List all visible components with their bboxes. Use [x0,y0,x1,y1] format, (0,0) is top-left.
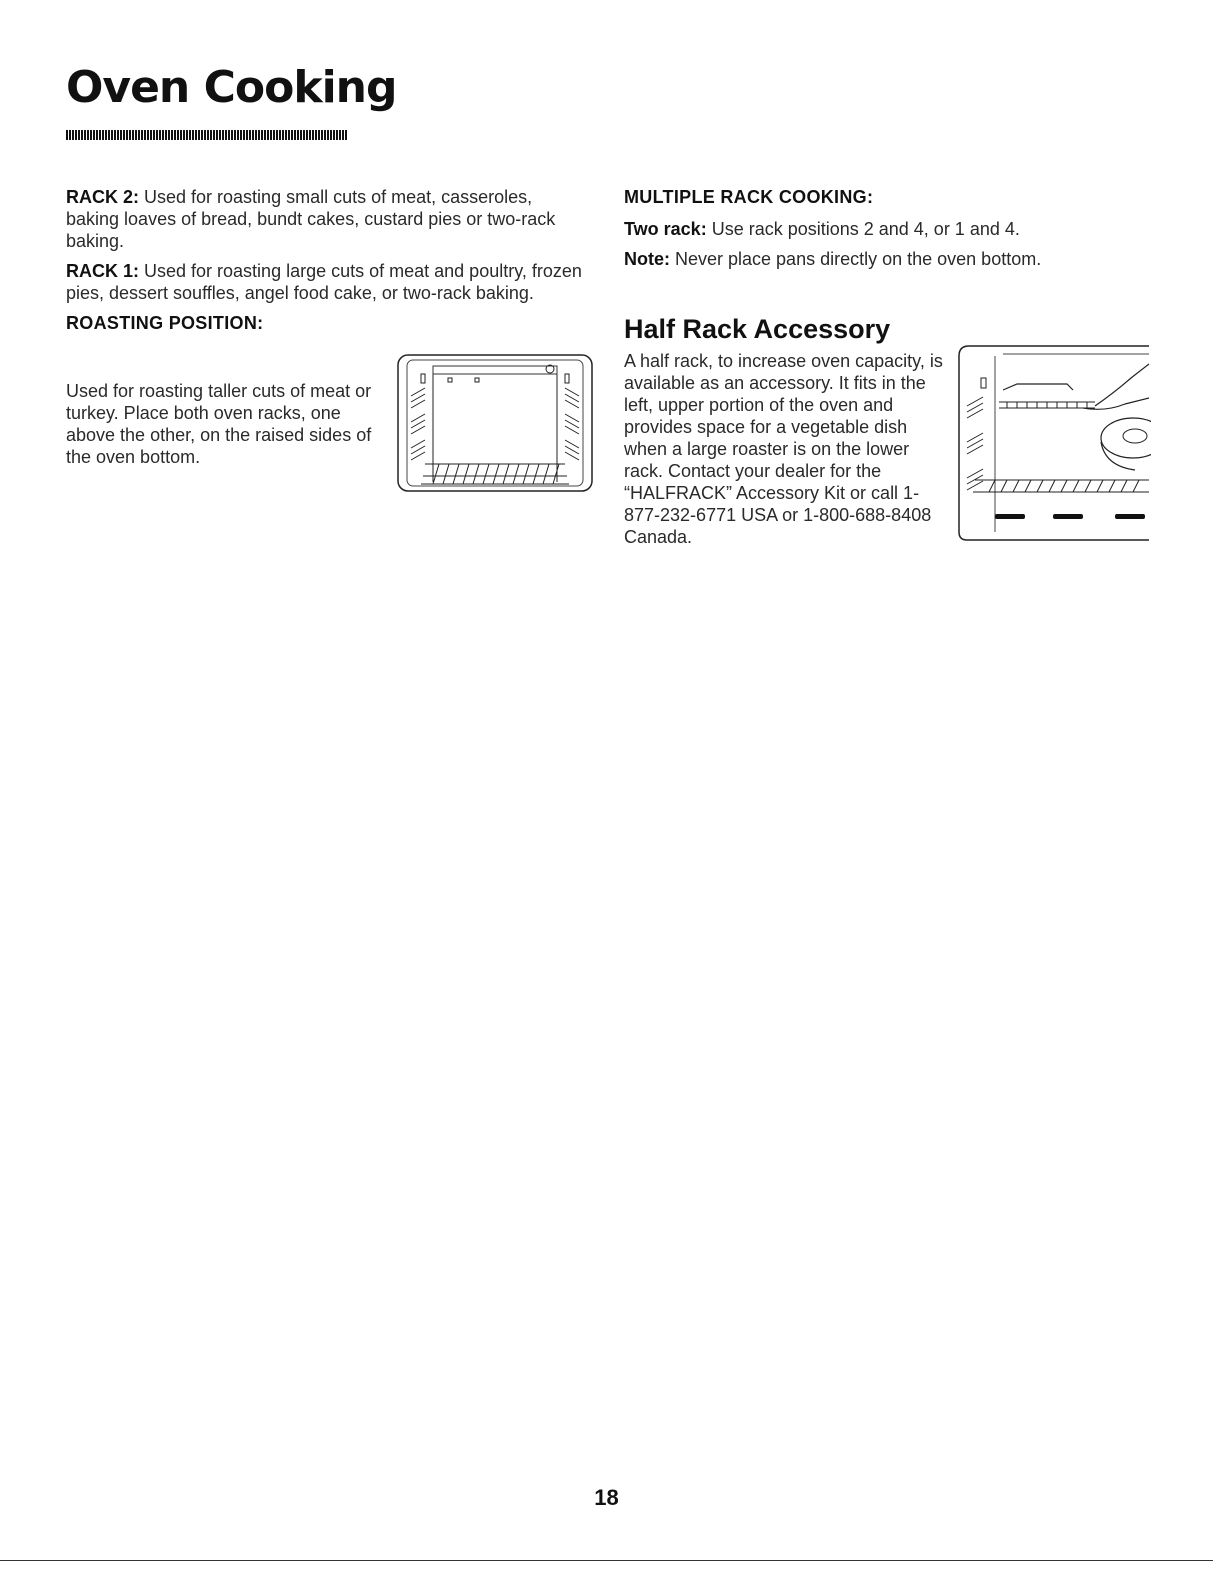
title-underline [66,130,348,140]
half-rack-text: A half rack, to increase oven capacity, is available as an accessory. It fits in the left, upper portion of the oven and provides space for a vegetable dish when a large roaster is on the lower rack. Contact your dealer for the “HALFRACK” Accessory Kit or call 1-877-232-6771 USA or 1-800-688-8408 Canada. [624,351,943,547]
roasting-position-heading: ROASTING POSITION: [66,313,264,333]
note-paragraph [624,248,1149,270]
rack-2-paragraph [66,186,586,252]
page-number: 18 [594,1485,619,1510]
rack-1-paragraph [66,260,586,304]
page-title: Oven Cooking [66,62,397,113]
two-rack-text: Use rack positions 2 and 4, or 1 and 4. [706,219,1020,239]
left-column [66,186,586,344]
rack-1-text: Used for roasting large cuts of meat and poultry, frozen pies, dessert souffles, angel food cake, or two-rack baking. [66,261,582,303]
roasting-position-text: Used for roasting taller cuts of meat or turkey. Place both oven racks, one above the other, on the raised sides of the oven bottom. [66,381,372,467]
rack-2-label: RACK 2: [66,187,140,207]
half-rack-heading: Half Rack Accessory [624,314,891,344]
note-label: Note: [624,249,670,269]
two-rack-paragraph [624,218,1149,240]
right-column [624,186,1149,278]
note-text: Never place pans directly on the oven bottom. [670,249,1042,269]
multiple-rack-heading: MULTIPLE RACK COOKING: [624,187,874,207]
roasting-oven-illustration [395,352,595,494]
two-rack-label: Two rack: [624,219,707,239]
half-rack-illustration [955,342,1151,542]
rack-2-text: Used for roasting small cuts of meat, casseroles, baking loaves of bread, bundt cakes, custard pies or two-rack baking. [66,187,556,251]
rack-1-label: RACK 1: [66,261,140,281]
bottom-rule [0,1560,1213,1561]
